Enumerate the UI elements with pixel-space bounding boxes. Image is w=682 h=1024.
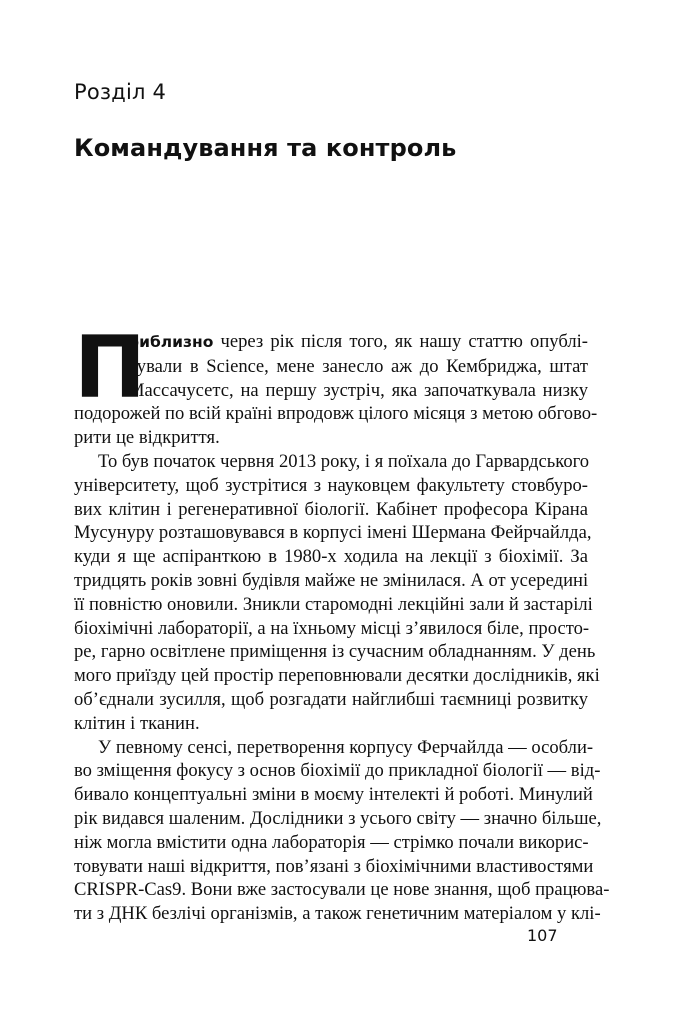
text-line: Мусунуру розташовувався в корпусі імені Шермана Фейрчайлда,: [74, 522, 592, 544]
text-line: подорожей по всій країні впродовж цілого місяця з метою обгово-: [74, 403, 598, 425]
text-line: [128, 330, 588, 355]
text-line: рік видався шаленим. Дослідники з усього світу — значно більше,: [74, 807, 602, 829]
text-line: У певному сенсі, перетворення корпусу Ферчайлда — особли-: [98, 736, 594, 758]
text-line: університету, щоб зустрітися з науковцем факультету стовбуро-: [74, 474, 588, 496]
text-line: рити це відкриття.: [74, 427, 220, 449]
text-line: мого приїзду цей простір переповнювали десятки дослідників, які: [74, 665, 600, 687]
lead-word: риблизно: [128, 333, 214, 351]
text-line: То був початок червня 2013 року, і я поїхала до Гарвардського: [98, 450, 590, 472]
text-line: ніж могла вмістити одна лабораторія — стрімко почали викорис-: [74, 831, 589, 853]
text-line: CRISPR-Cas9. Вони вже застосували це нове знання, щоб працюва-: [74, 879, 610, 901]
text-line: Массачусетс, на першу зустріч, яка започаткувала низку: [128, 379, 588, 401]
text-line: тридцять років зовні будівля майже не змінилася. А от усередині: [74, 569, 589, 591]
paragraph-1: [74, 318, 598, 450]
page-number: 107: [527, 926, 558, 945]
text-line: клітин і тканин.: [74, 712, 200, 734]
text-line: ти з ДНК безлічі організмів, а також генетичним матеріалом у клі-: [74, 903, 601, 925]
text-line: бивало концептуальні зміни в моєму інтелекті й роботі. Минулий: [74, 784, 593, 806]
body-text: [74, 318, 610, 926]
text-line: во зміщення фокусу з основ біохімії до прикладної біології — від-: [74, 760, 601, 782]
paragraph-2: [74, 450, 600, 736]
drop-cap: П: [74, 318, 144, 418]
text-line: її повністю оновили. Зникли старомодні лекційні зали й застарілі: [74, 593, 593, 615]
text-line: біохімічні лабораторії, а на їхньому місці з’явилося біле, просто-: [74, 617, 590, 639]
paragraph-3: [74, 736, 610, 926]
text-line: товувати наші відкриття, пов’язані з біохімічними властивостями: [74, 855, 594, 877]
text-line: вих клітин і регенеративної біології. Кабінет професора Кірана: [74, 498, 588, 520]
chapter-title: Командування та контроль: [74, 134, 457, 162]
chapter-label: Розділ 4: [74, 80, 167, 104]
text-line: кували в Science, мене занесло аж до Кембриджа, штат: [128, 355, 588, 377]
text-line: об’єднали зусилля, щоб розгадати найглибші таємниці розвитку: [74, 688, 588, 710]
text-line: куди я ще аспіранткою в 1980-х ходила на лекції з біохімії. За: [74, 546, 588, 568]
text-line: ре, гарно освітлене приміщення із сучасним обладнанням. У день: [74, 641, 596, 663]
text-line-rest: через рік після того, як нашу статтю опублі-: [213, 331, 588, 352]
